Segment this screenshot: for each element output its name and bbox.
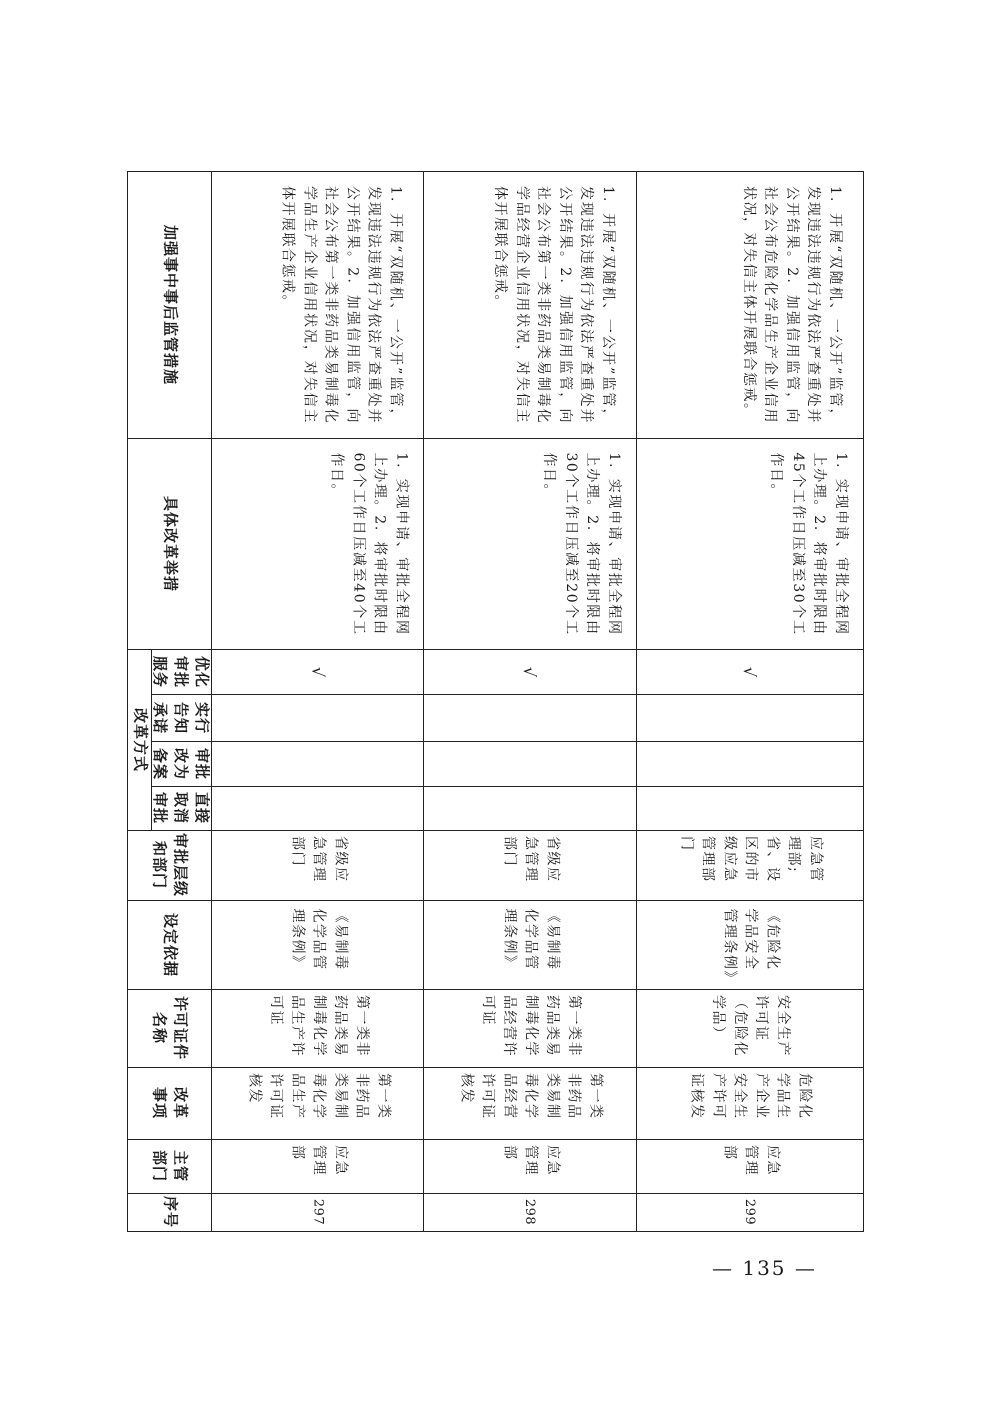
header-supervision: [128, 172, 211, 438]
row-297-item-cell: [212, 1067, 423, 1139]
row-cancel: [212, 786, 423, 830]
row-299-supervision-cell: [637, 172, 863, 438]
row-298-basis-cell: [424, 900, 636, 989]
header-level-text: 审批层级和部门: [150, 832, 190, 897]
row-cancel: [424, 786, 636, 830]
row-299-notify-cell: [637, 694, 863, 741]
row-measures: 1．实现申请、审批全程网上办理。2．将审批时限由45个工作日压减至30个工作日。: [768, 452, 849, 635]
row-298-measures-cell: [424, 438, 636, 649]
row-297-filing-cell: [212, 741, 423, 786]
row-license: 第一类非药品类易制毒化学品经营许可证: [479, 995, 582, 1057]
header-item: [128, 1067, 211, 1139]
row-297-optimize-cell: [212, 649, 423, 694]
row-298-optimize-cell: [424, 649, 636, 694]
row-level: 应急管理部;省、设区的市级应急管理部门: [678, 836, 824, 883]
row-298-cancel-cell: [424, 786, 636, 830]
row-serial: 298: [522, 1198, 538, 1226]
row-298-supervision-cell: [424, 172, 636, 438]
row-basis: 《易制毒化学品管理条例》: [501, 908, 561, 970]
row-297-supervision-cell: [212, 172, 423, 438]
row-cancel: [637, 786, 863, 830]
header-department-text: 主管部门: [150, 1149, 190, 1182]
row-basis: 《易制毒化学品管理条例》: [288, 908, 348, 970]
header-optimize: [151, 649, 211, 694]
header-item-text: 改革事项: [150, 1086, 190, 1119]
row-299-basis-cell: [637, 900, 863, 989]
header-serial: [128, 1193, 211, 1231]
row-supervision: 1．开展“双随机、一公开”监管，发现违法违规行为依法严查重处并公开结果。2．加强信用监管，向社会公布危险化学品生产企业信用状况，对失信主体开展联合惩戒。: [741, 186, 843, 424]
row-department: 应急管理部: [501, 1145, 561, 1176]
header-notify-text: 实行告知承诺: [151, 701, 211, 734]
header-measures-text: 具体改革举措: [161, 495, 179, 592]
row-299-cancel-cell: [637, 786, 863, 830]
row-298-license-cell: [424, 989, 636, 1067]
row-measures: 1．实现申请、审批全程网上办理。2．将审批时限由60个工作日压减至40个工作日。: [328, 452, 409, 635]
row-filing: [424, 741, 636, 786]
row-297-license-cell: [212, 989, 423, 1067]
header-supervision-text: 加强事中事后监管措施: [161, 224, 179, 385]
row-298-level-cell: [424, 830, 636, 900]
row-serial: 299: [742, 1198, 758, 1226]
row-297-basis-cell: [212, 900, 423, 989]
row-299-filing-cell: [637, 741, 863, 786]
page-number: — 135 —: [712, 1256, 817, 1280]
row-297-department-cell: [212, 1139, 423, 1193]
row-supervision: 1．开展“双随机、一公开”监管，发现违法违规行为依法严查重处并公开结果。2．加强信用监管，向社会公布第一类非药品类易制毒化学品经营企业信用状况，对失信主体开展联合惩戒。: [492, 186, 616, 424]
row-297-measures-cell: [212, 438, 423, 649]
header-license: [128, 989, 211, 1067]
header-measures: [128, 438, 211, 649]
row-license: 安全生产许可证（危险化学品）: [710, 995, 791, 1057]
row-notify: [212, 694, 423, 741]
row-297-level-cell: [212, 830, 423, 900]
row-298-filing-cell: [424, 741, 636, 786]
row-item: 危险化学品生产企业安全生产许可证核发: [689, 1073, 813, 1120]
row-297-cancel-cell: [212, 786, 423, 830]
header-basis-text: 设定依据: [161, 912, 179, 977]
header-optimize-text: 优化审批服务: [151, 655, 211, 688]
row-297-serial-cell: [212, 1193, 423, 1231]
row-department: 应急管理部: [288, 1145, 348, 1176]
row-notify: [637, 694, 863, 741]
row-measures: 1．实现申请、审批全程网上办理。2．将审批时限由30个工作日压减至20个工作日。: [541, 452, 622, 635]
row-level: 省级应急管理部门: [288, 836, 348, 883]
row-level: 省级应急管理部门: [501, 836, 561, 883]
row-298-notify-cell: [424, 694, 636, 741]
header-filing: [151, 741, 211, 786]
header-notify: [151, 694, 211, 741]
header-cancel-text: 直接取消审批: [151, 791, 211, 824]
row-filing: [212, 741, 423, 786]
reform-table: [127, 171, 864, 1232]
row-filing: [637, 741, 863, 786]
row-298-serial-cell: [424, 1193, 636, 1231]
row-299-level-cell: [637, 830, 863, 900]
header-serial-text: 序号: [161, 1195, 179, 1228]
check-mark-icon: √: [740, 666, 760, 677]
header-license-text: 许可证件名称: [150, 995, 190, 1060]
row-299-serial-cell: [637, 1193, 863, 1231]
header-basis: [128, 900, 211, 989]
row-299-optimize-cell: [637, 649, 863, 694]
row-license: 第一类非药品类易制毒化学品生产许可证: [267, 995, 370, 1057]
row-299-item-cell: [637, 1067, 863, 1139]
header-cancel: [151, 786, 211, 830]
row-department: 应急管理部: [721, 1145, 781, 1176]
header-department: [128, 1139, 211, 1193]
row-item: 第一类非药品类易制毒化学品生产许可证核发: [245, 1073, 391, 1120]
header-reform-group: [128, 649, 151, 830]
row-299-license-cell: [637, 989, 863, 1067]
row-item: 第一类非药品类易制毒化学品经营许可证核发: [458, 1073, 604, 1120]
check-mark-icon: √: [308, 666, 327, 677]
row-basis: 《危险化学品安全管理条例》: [721, 908, 781, 986]
header-filing-text: 审批改为备案: [151, 747, 211, 780]
check-mark-icon: √: [520, 666, 540, 677]
row-serial: 297: [310, 1198, 325, 1226]
row-298-department-cell: [424, 1139, 636, 1193]
row-297-notify-cell: [212, 694, 423, 741]
row-notify: [424, 694, 636, 741]
row-298-item-cell: [424, 1067, 636, 1139]
row-supervision: 1．开展“双随机、一公开”监管，发现违法违规行为依法严查重处并公开结果。2．加强信用监管，向社会公布第一类非药品类易制毒化学品生产企业信用状况，对失信主体开展联合惩戒。: [279, 186, 403, 424]
row-299-department-cell: [637, 1139, 863, 1193]
header-reform-group-text: 改革方式: [131, 707, 149, 772]
row-299-measures-cell: [637, 438, 863, 649]
header-level: [128, 830, 211, 900]
